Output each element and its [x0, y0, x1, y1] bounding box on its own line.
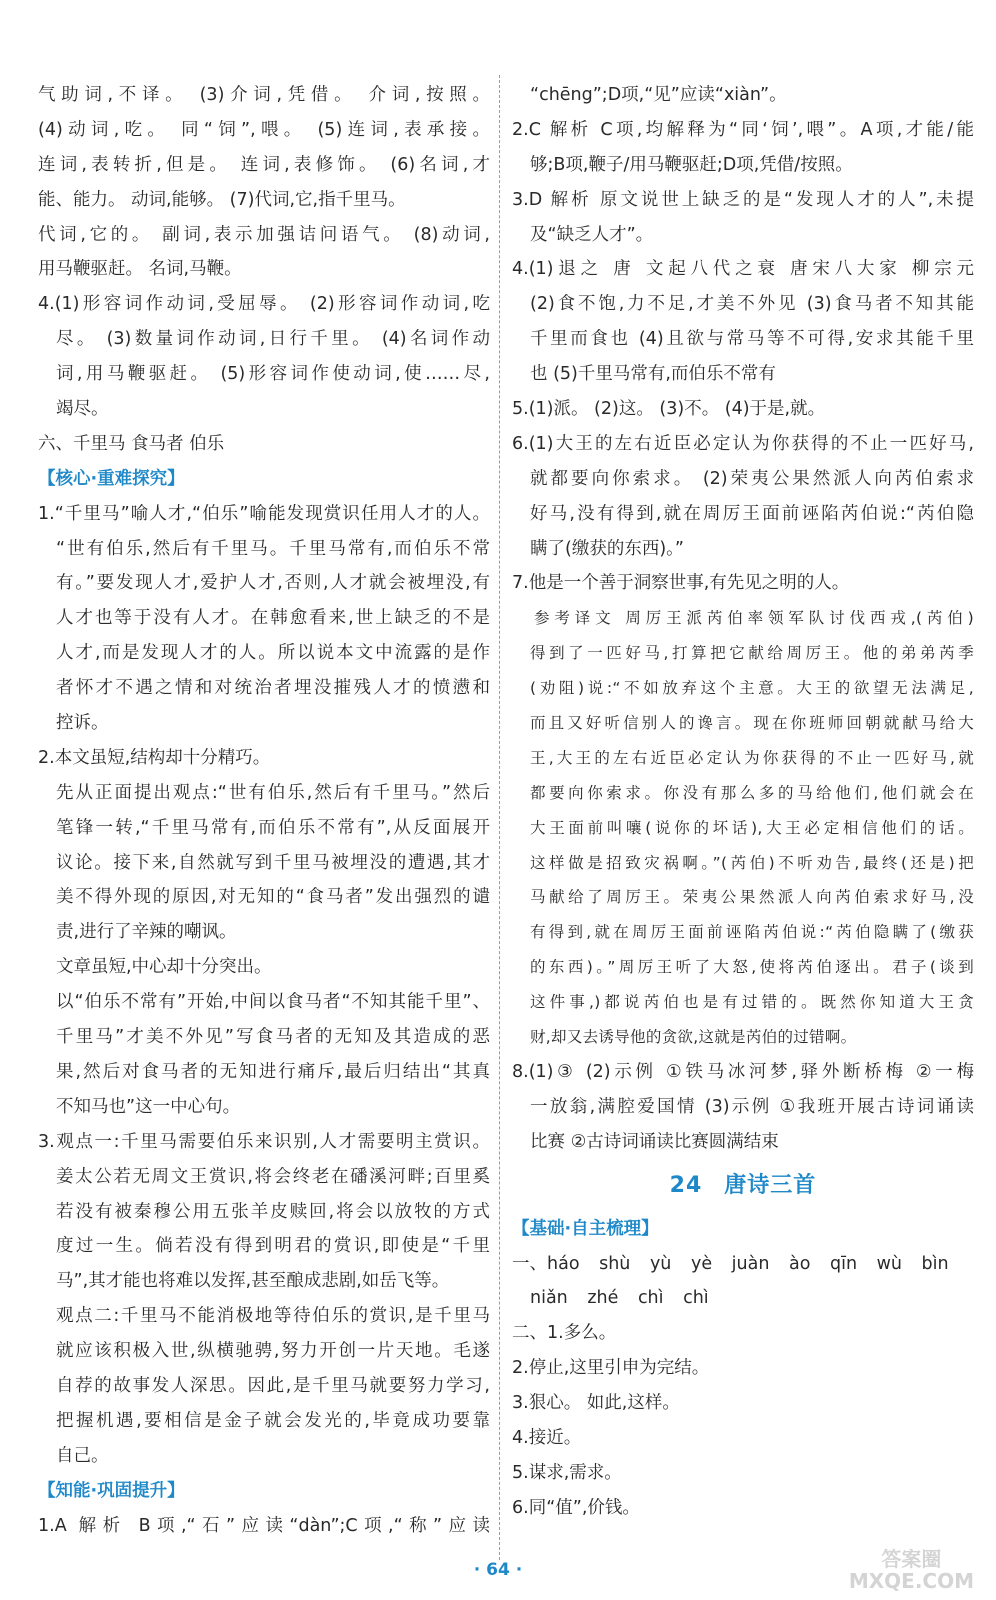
text-line: 代词,它的。 副词,表示加强诘问语气。 (8)动词, [38, 224, 490, 245]
text-line: 马献给了周厉王。荣夷公果然派人向芮伯索求好马,没 [530, 888, 974, 907]
text-line: (劝阻)说:“不如放弃这个主意。大王的欲望无法满足, [530, 679, 974, 698]
text-line: 自己。 [56, 1445, 109, 1466]
text-line: 大王面前叫嚷(说你的坏话),大王必定相信他们的话。 [530, 818, 974, 837]
text-line: 文章虽短,中心却十分突出。 [56, 957, 272, 978]
text-line: 3.D 解析 原文说世上缺乏的是“发现人才的人”,未提 [512, 189, 974, 210]
text-line: 及“缺乏人才”。 [530, 224, 654, 245]
text-line: 而且又好听信别人的谗言。现在你班师回朝就献马给大 [530, 714, 974, 733]
text-line: 议论。接下来,自然就写到千里马被埋没的遭遇,其才 [56, 852, 490, 873]
text-line: 参考译文 周厉王派芮伯率领军队讨伐西戎,(芮伯) [534, 609, 974, 628]
lesson-number: 24 [669, 1172, 703, 1198]
text-line: 这样做是招致灾祸啊。”(芮伯)不听劝告,最终(还是)把 [530, 853, 974, 872]
text-line: 人才也等于没有人才。在韩愈看来,世上缺乏的不是 [56, 608, 490, 629]
lesson-title [512, 1160, 974, 1212]
text-line: 4.接近。 [512, 1427, 582, 1448]
text-line: 观点二:千里马不能消极地等待伯乐的赏识,是千里马 [56, 1306, 490, 1327]
text-line: 先从正面提出观点:“世有伯乐,然后有千里马。”然后 [56, 782, 490, 803]
page-number: · 64 · [473, 1560, 523, 1580]
section-heading: 【核心·重难探究】 [38, 468, 185, 489]
text-line: 5.(1)派。 (2)这。 (3)不。 (4)于是,就。 [512, 399, 826, 420]
text-line: 1.“千里马”喻人才,“伯乐”喻能发现赏识任用人才的人。 [38, 503, 490, 524]
text-line: 王,大王的左右近臣必定认为你获得的不止一匹好马,就 [530, 748, 974, 767]
text-line: 6.(1)大王的左右近臣必定认为你获得的不止一匹好马, [512, 433, 974, 454]
text-line: 5.谋求,需求。 [512, 1462, 622, 1483]
text-line: 一放翁,满腔爱国情 (3)示例 ①我班开展古诗词诵读 [530, 1096, 974, 1117]
text-line: 财,却又去诱导他的贪欲,这就是芮伯的过错啊。 [530, 1028, 857, 1047]
left-column [38, 78, 490, 1543]
text-line: 4.(1)形容词作动词,受屈辱。 (2)形容词作动词,吃 [38, 294, 490, 315]
text-line: 7.他是一个善于洞察世事,有先见之明的人。 [512, 573, 850, 594]
text-line: 连词,表转折,但是。 连词,表修饰。 (6)名词,才 [38, 154, 490, 175]
text-line: 就都要向你索求。 (2)荣夷公果然派人向芮伯索求 [530, 468, 974, 489]
text-line: 控诉。 [56, 713, 109, 734]
watermark-logo [849, 1548, 974, 1592]
text-line: 美不得外现的原因,对无知的“食马者”发出强烈的谴 [56, 887, 490, 908]
text-line: 若没有被秦穆公用五张羊皮赎回,将会以放牧的方式 [56, 1201, 490, 1222]
text-line: 3.狠心。 如此,这样。 [512, 1393, 680, 1414]
text-line: 6.同“值”,价钱。 [512, 1497, 640, 1518]
text-line: 能、能力。 动词,能够。 (7)代词,它,指千里马。 [38, 189, 406, 210]
text-line: 也 (5)千里马常有,而伯乐不常有 [530, 364, 776, 385]
text-line: 度过一生。倘若没有得到明君的赏识,即使是“千里 [56, 1236, 490, 1257]
text-line: 8.(1)③ (2)示例 ①铁马冰河梦,驿外断桥梅 ②一梅 [512, 1061, 974, 1082]
lesson-name: 唐诗三首 [724, 1172, 817, 1198]
text-line: 2.停止,这里引申为完结。 [512, 1358, 710, 1379]
text-line: (2)食不饱,力不足,才美不外见 (3)食马者不知其能 [530, 294, 974, 315]
text-line: 用马鞭驱赶。 名词,马鞭。 [38, 259, 242, 280]
text-line: “chēng”;D项,“见”应读“xiàn”。 [530, 85, 787, 105]
text-line: (4)动词,吃。 同“饲”,喂。 (5)连词,表承接。 [38, 119, 490, 140]
text-line: 马”,其才能也将难以发挥,甚至酿成悲剧,如岳飞等。 [56, 1271, 450, 1292]
text-line: 词,用马鞭驱赶。 (5)形容词作使动词,使……尽, [56, 364, 490, 385]
text-line: 二、1.多么。 [512, 1323, 617, 1344]
text-line: 自荐的故事发人深思。因此,是千里马就要努力学习, [56, 1375, 490, 1396]
text-line: 笔锋一转,“千里马常有,而伯乐不常有”,从反面展开 [56, 817, 490, 838]
text-line: 者怀才不遇之情和对统治者埋没摧残人才的愤懑和 [56, 678, 490, 699]
text-line: 姜太公若无周文王赏识,将会终老在磻溪河畔;百里奚 [56, 1166, 490, 1187]
text-line: 1.A 解析 B项,“石”应读“dàn”;C项,“称”应读 [38, 1515, 490, 1536]
right-column [512, 78, 974, 1526]
text-line: 责,进行了辛辣的嘲讽。 [56, 922, 237, 943]
text-line: 以“伯乐不常有”开始,中间以食马者“不知其能千里”、 [56, 992, 490, 1013]
text-line: 竭尽。 [56, 399, 109, 420]
text-line: “世有伯乐,然后有千里马。千里马常有,而伯乐不常 [56, 538, 490, 559]
text-line: 不知马也”这一中心句。 [56, 1096, 241, 1117]
text-line: 一、háo shù yù yè juàn ào qīn wù bìn [512, 1253, 949, 1274]
text-line: 人才,而是发现人才的人。所以说本文中流露的是作 [56, 643, 490, 664]
text-line: 气助词,不译。 (3)介词,凭借。 介词,按照。 [38, 85, 490, 105]
text-line: 这件事,)都说芮伯也是有过错的。既然你知道大王贪 [530, 993, 974, 1012]
watermark-line2: MXQE.COM [848, 1569, 974, 1593]
text-line: 就应该积极入世,纵横驰骋,努力开创一片天地。毛遂 [56, 1341, 490, 1362]
section-heading: 【基础·自主梳理】 [512, 1218, 659, 1239]
text-line: 把握机遇,要相信是金子就会发光的,毕竟成功要靠 [56, 1410, 490, 1431]
text-line: 比赛 ②古诗词诵读比赛圆满结束 [530, 1131, 779, 1152]
text-line: 六、千里马 食马者 伯乐 [38, 433, 225, 454]
text-line: 都要向你索求。你没有那么多的马给他们,他们就会在 [530, 783, 974, 802]
watermark-line1: 答案圈 [881, 1547, 942, 1571]
text-line: 2.C 解析 C项,均解释为“同‘饲’,喂”。A项,才能/能 [512, 119, 974, 140]
section-heading: 【知能·巩固提升】 [38, 1480, 185, 1501]
text-line: 有得到,就在周厉王面前诬陷芮伯说:“芮伯隐瞒了(缴获 [530, 923, 974, 942]
column-divider [499, 75, 500, 1560]
text-line: 2.本文虽短,结构却十分精巧。 [38, 747, 271, 768]
text-line: 瞒了(缴获的东西)。” [530, 538, 684, 559]
text-line: 好马,没有得到,就在周厉王面前诬陷芮伯说:“芮伯隐 [530, 503, 974, 524]
text-line: 果,然后对食马者的无知进行痛斥,最后归结出“其真 [56, 1061, 490, 1082]
text-line: 的东西)。”周厉王听了大怒,使将芮伯逐出。君子(谈到 [530, 958, 974, 977]
text-line: 4.(1)退之 唐 文起八代之衰 唐宋八大家 柳宗元 [512, 259, 974, 280]
text-line: 千里而食也 (4)且欲与常马等不可得,安求其能千里 [530, 329, 974, 350]
text-line: 千里马”才美不外见”写食马者的无知及其造成的恶 [56, 1027, 490, 1048]
text-line: 有。”要发现人才,爱护人才,否则,人才就会被埋没,有 [56, 573, 490, 594]
text-line: 得到了一匹好马,打算把它献给周厉王。他的弟弟芮季 [530, 644, 974, 663]
text-line: 够;B项,鞭子/用马鞭驱赶;D项,凭借/按照。 [530, 154, 853, 175]
text-line: 3.观点一:千里马需要伯乐来识别,人才需要明主赏识。 [38, 1131, 490, 1152]
text-line: niǎn zhé chì chì [530, 1288, 709, 1309]
text-line: 尽。 (3)数量词作动词,日行千里。 (4)名词作动 [56, 329, 490, 350]
